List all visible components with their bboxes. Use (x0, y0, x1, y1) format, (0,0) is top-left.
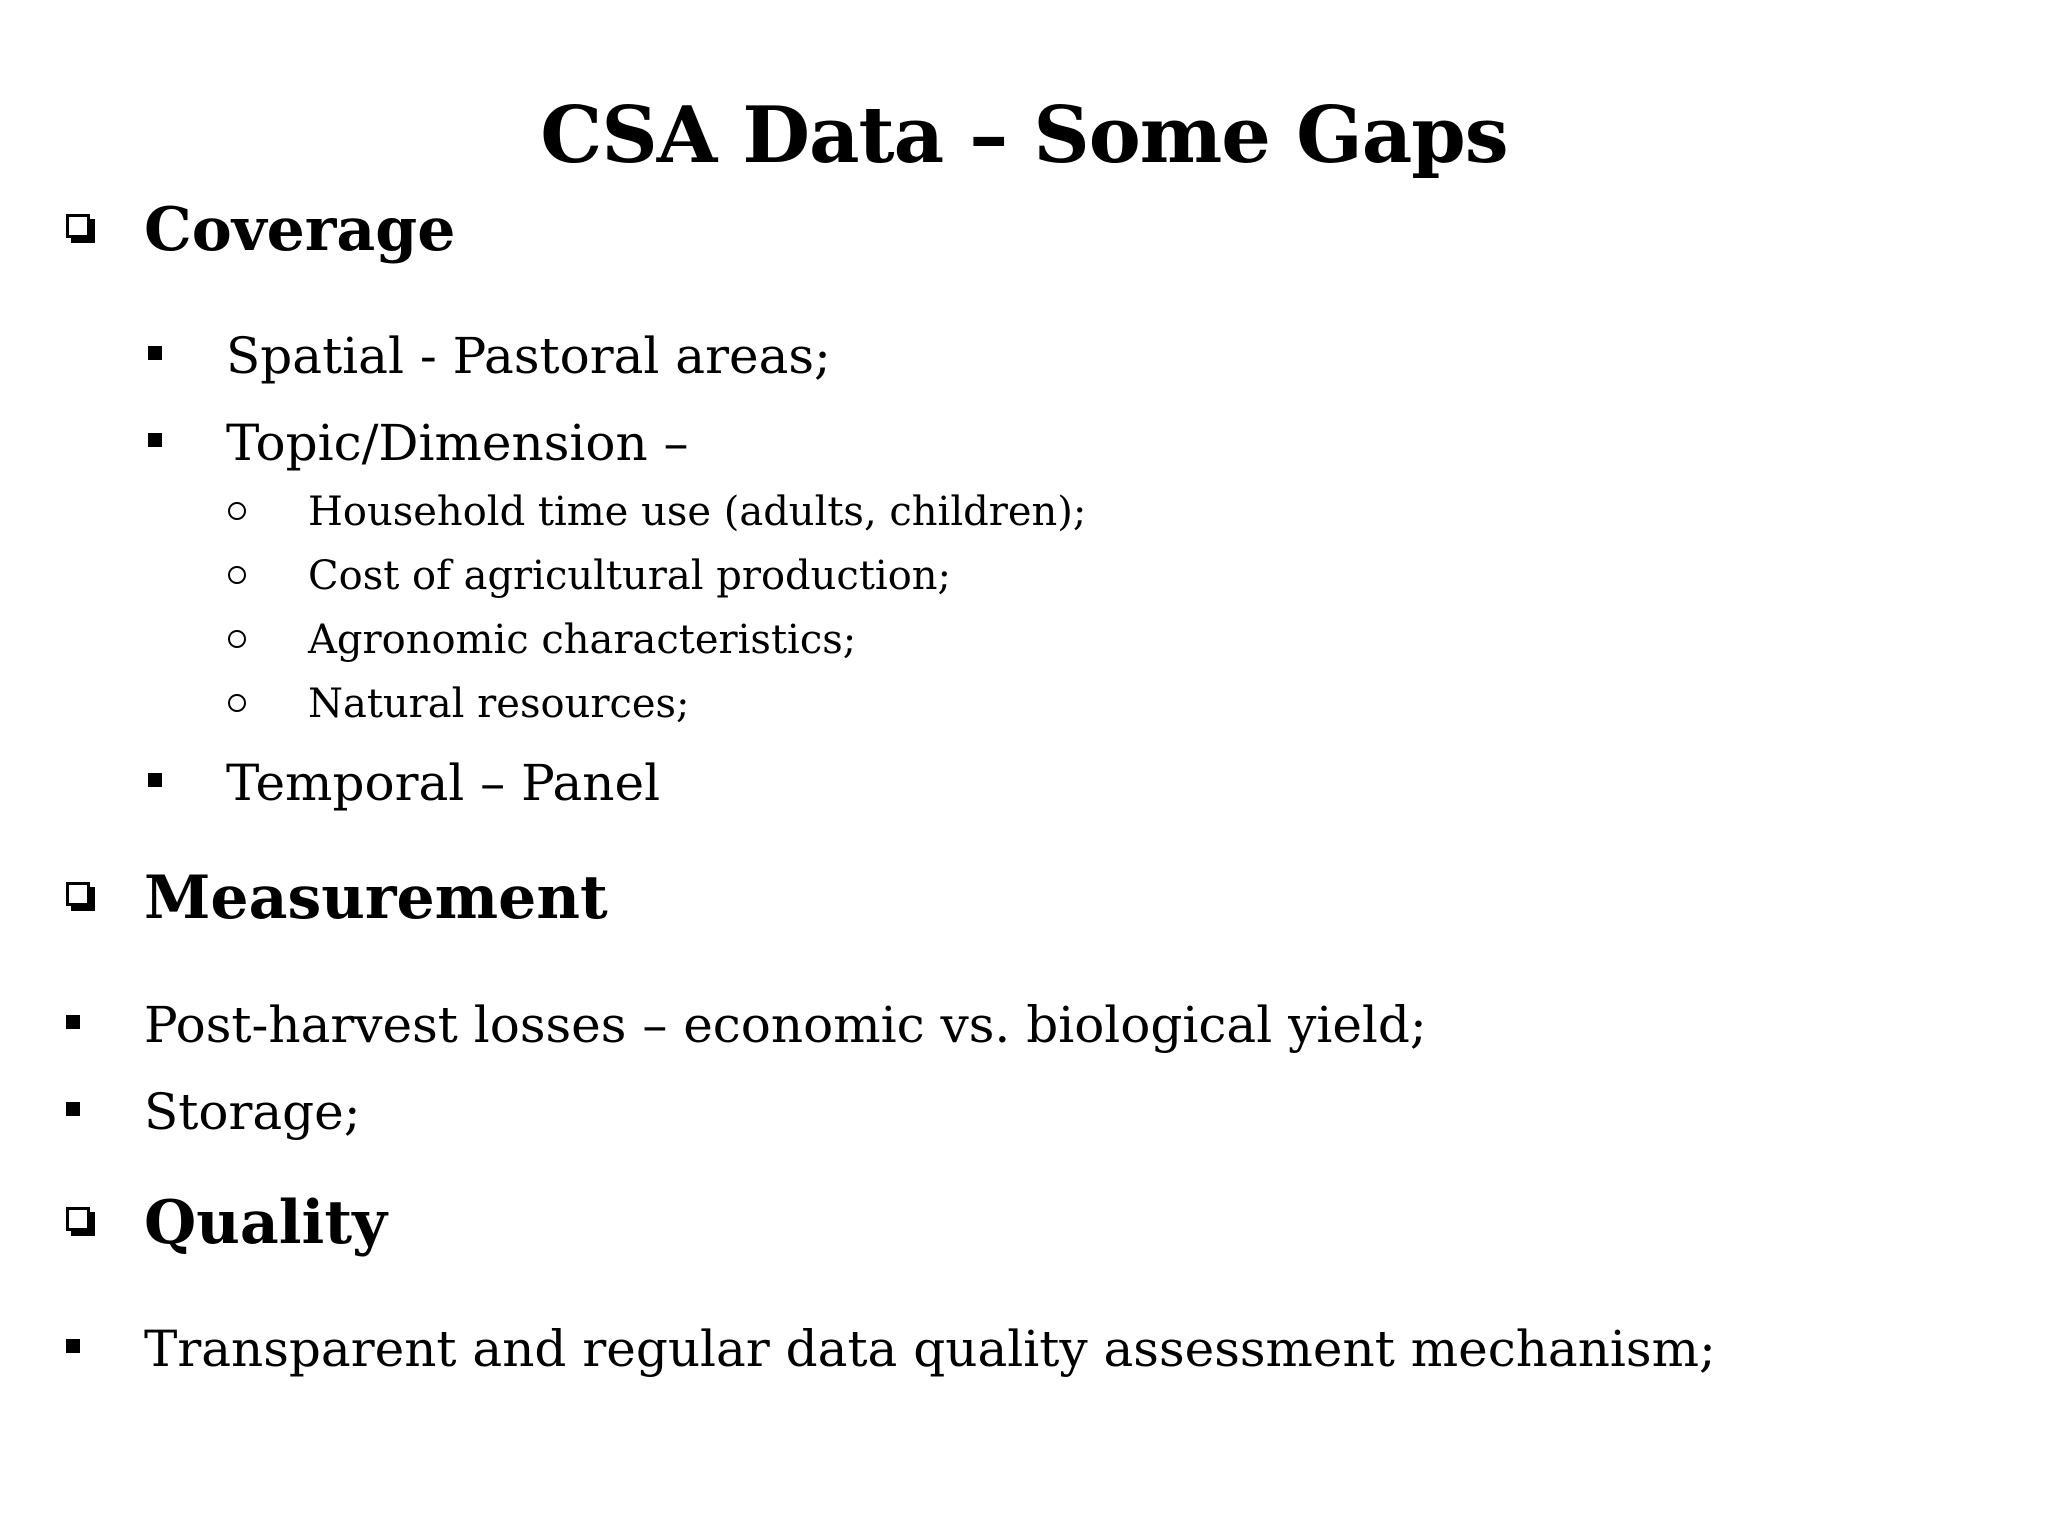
list-item-text: Storage; (144, 1083, 361, 1141)
hollow-circle-icon (228, 630, 246, 648)
list-item (148, 413, 1948, 473)
section-measurement (66, 862, 1966, 934)
list-item (148, 326, 1948, 386)
hollow-circle-icon (228, 566, 246, 584)
hollow-square-shadow-icon (66, 214, 90, 238)
list-item-text: Post-harvest losses – economic vs. biological yield; (144, 996, 1427, 1054)
sub-list-item (228, 680, 1928, 728)
list-item (148, 753, 1948, 813)
hollow-circle-icon (228, 502, 246, 520)
filled-square-icon (66, 1102, 80, 1116)
sub-list-item (228, 616, 1928, 664)
section-heading: Coverage (144, 195, 456, 265)
sub-list-item (228, 552, 1928, 600)
hollow-square-shadow-icon (66, 882, 90, 906)
sub-list-item-text: Agronomic characteristics; (308, 617, 857, 663)
section-quality (66, 1187, 1966, 1259)
list-item-text: Temporal – Panel (226, 754, 661, 812)
filled-square-icon (66, 1015, 80, 1029)
sub-list-item-text: Household time use (adults, children); (308, 489, 1087, 535)
section-heading: Measurement (144, 863, 608, 933)
list-item (66, 995, 1966, 1055)
list-item (66, 1082, 1966, 1142)
hollow-square-shadow-icon (66, 1207, 90, 1231)
sub-list-item-text: Natural resources; (308, 681, 690, 727)
list-item-text: Topic/Dimension – (226, 414, 689, 472)
section-coverage (66, 194, 1966, 266)
hollow-circle-icon (228, 694, 246, 712)
slide-title: CSA Data – Some Gaps (540, 90, 1508, 181)
filled-square-icon (66, 1339, 80, 1353)
list-item (66, 1319, 1966, 1379)
filled-square-icon (148, 433, 162, 447)
list-item-text: Spatial - Pastoral areas; (226, 327, 831, 385)
section-heading: Quality (144, 1188, 387, 1258)
filled-square-icon (148, 346, 162, 360)
sub-list-item (228, 488, 1928, 536)
list-item-text: Transparent and regular data quality assessment mechanism; (144, 1320, 1716, 1378)
sub-list-item-text: Cost of agricultural production; (308, 553, 952, 599)
filled-square-icon (148, 773, 162, 787)
